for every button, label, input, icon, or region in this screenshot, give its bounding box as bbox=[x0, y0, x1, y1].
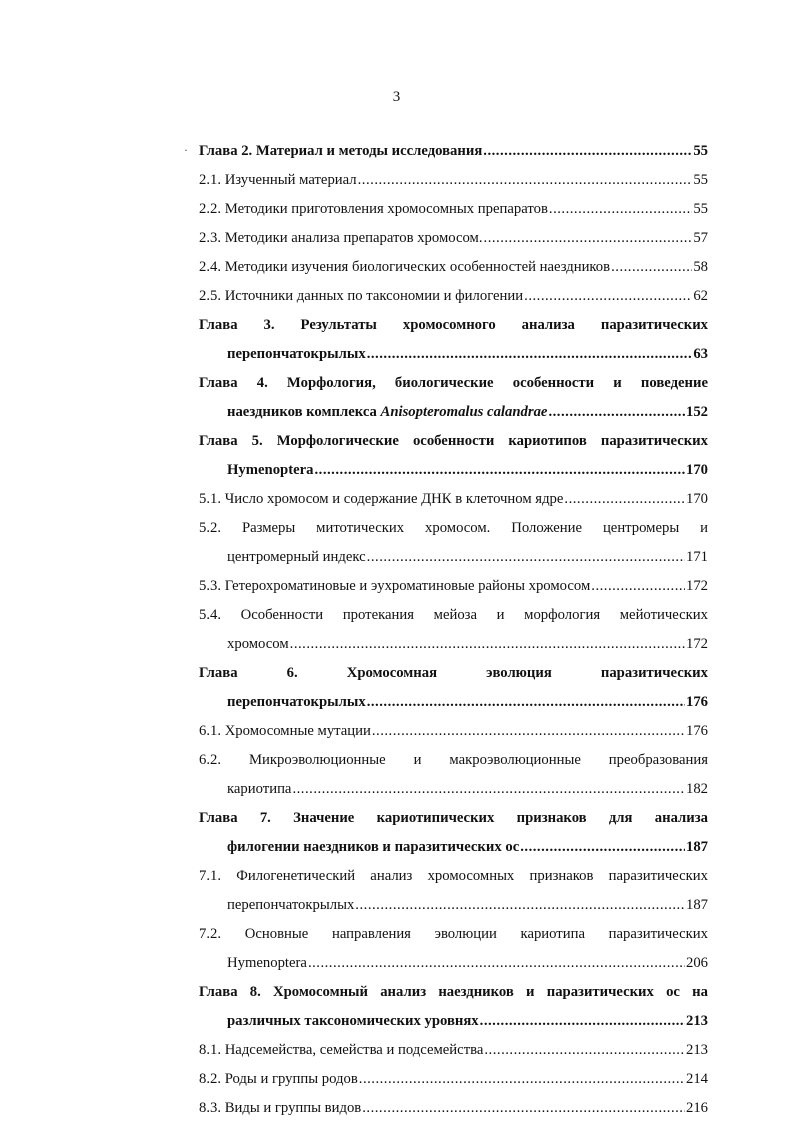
toc-entry-title: 8.1. Надсемейства, семейства и подсемейства bbox=[199, 1042, 484, 1058]
toc-section-2-2 bbox=[199, 195, 708, 224]
toc-entry-title-line1: Глава 3. Результаты хромосомного анализа паразитических bbox=[199, 317, 708, 333]
margin-mark: · bbox=[184, 143, 188, 157]
toc-entry-title: 8.2. Роды и группы родов bbox=[199, 1071, 358, 1087]
toc-entry-page: 213 bbox=[685, 1042, 708, 1058]
toc-entry-title-line1: 5.2. Размеры митотических хромосом. Положение центромеры и bbox=[199, 520, 708, 536]
toc-chapter-8 bbox=[199, 978, 708, 1007]
toc-section-5-2-cont bbox=[199, 543, 708, 572]
page-number: 3 bbox=[392, 89, 401, 105]
leader-dots bbox=[524, 282, 692, 311]
toc-entry-title-line2: Hymenoptera bbox=[227, 955, 307, 971]
toc-entry-title: 5.3. Гетерохроматиновые и эухроматиновые районы хромосом bbox=[199, 578, 591, 594]
toc-entry-title-line2: перепончатокрылых bbox=[227, 346, 366, 362]
toc-entry-page: 55 bbox=[693, 143, 708, 159]
leader-dots bbox=[358, 166, 693, 195]
toc-entry-page: 152 bbox=[685, 404, 708, 420]
toc-entry-title-line1: Глава 5. Морфологические особенности кариотипов паразитических bbox=[199, 433, 708, 449]
toc-entry-title-prefix: наездников комплекса bbox=[227, 404, 381, 420]
toc-entry-page: 55 bbox=[693, 172, 708, 188]
toc-section-6-2 bbox=[199, 746, 708, 775]
toc-entry-page: 176 bbox=[685, 694, 708, 710]
toc-entry-title-line2: хромосом bbox=[227, 636, 289, 652]
leader-dots bbox=[314, 456, 684, 485]
leader-dots bbox=[480, 1007, 685, 1036]
leader-dots bbox=[292, 775, 685, 804]
species-name: Anisopteromalus calandrae bbox=[380, 404, 548, 420]
toc-chapter-8-cont bbox=[199, 1007, 708, 1036]
leader-dots bbox=[484, 1036, 685, 1065]
table-of-contents bbox=[199, 137, 708, 1123]
toc-entry-title: 6.1. Хромосомные мутации bbox=[199, 723, 371, 739]
leader-dots bbox=[362, 1094, 685, 1123]
toc-entry-title: 2.4. Методики изучения биологических особенностей наездников bbox=[199, 259, 611, 275]
leader-dots bbox=[367, 340, 693, 369]
toc-chapter-3 bbox=[199, 311, 708, 340]
toc-section-6-2-cont bbox=[199, 775, 708, 804]
leader-dots bbox=[483, 137, 692, 166]
toc-section-5-2 bbox=[199, 514, 708, 543]
toc-chapter-5 bbox=[199, 427, 708, 456]
toc-section-8-1 bbox=[199, 1036, 708, 1065]
leader-dots bbox=[367, 688, 685, 717]
toc-section-2-3 bbox=[199, 224, 708, 253]
toc-entry-title-line2 bbox=[227, 398, 547, 427]
toc-entry-title: 8.3. Виды и группы видов bbox=[199, 1100, 362, 1116]
toc-section-2-5 bbox=[199, 282, 708, 311]
toc-entry-title-line1: Глава 7. Значение кариотипических признаков для анализа bbox=[199, 810, 708, 826]
toc-entry-title: 5.1. Число хромосом и содержание ДНК в клеточном ядре bbox=[199, 491, 564, 507]
leader-dots bbox=[372, 717, 685, 746]
toc-entry-page: 176 bbox=[685, 723, 708, 739]
toc-entry-page: 170 bbox=[685, 491, 708, 507]
toc-entry-page: 216 bbox=[685, 1100, 708, 1116]
toc-entry-page: 214 bbox=[685, 1071, 708, 1087]
toc-entry-page: 187 bbox=[685, 897, 708, 913]
toc-entry-page: 57 bbox=[693, 230, 708, 246]
toc-chapter-6 bbox=[199, 659, 708, 688]
leader-dots bbox=[359, 1065, 685, 1094]
toc-entry-title: 2.1. Изученный материал bbox=[199, 172, 357, 188]
toc-entry-title-line2: центромерный индекс bbox=[227, 549, 366, 565]
toc-section-5-3 bbox=[199, 572, 708, 601]
leader-dots bbox=[355, 891, 685, 920]
toc-entry-title-line2: различных таксономических уровнях bbox=[227, 1013, 479, 1029]
toc-chapter-3-cont bbox=[199, 340, 708, 369]
leader-dots bbox=[367, 543, 685, 572]
toc-entry-title-line1: 7.1. Филогенетический анализ хромосомных признаков паразитических bbox=[199, 868, 708, 884]
toc-chapter-2 bbox=[199, 137, 708, 166]
toc-entry-title: 2.3. Методики анализа препаратов хромосом. bbox=[199, 230, 483, 246]
toc-entry-page: 62 bbox=[693, 288, 708, 304]
toc-entry-page: 63 bbox=[693, 346, 708, 362]
toc-section-5-1 bbox=[199, 485, 708, 514]
toc-entry-title-line2: перепончатокрылых bbox=[227, 694, 366, 710]
toc-chapter-7-cont bbox=[199, 833, 708, 862]
toc-section-5-4 bbox=[199, 601, 708, 630]
toc-chapter-6-cont bbox=[199, 688, 708, 717]
toc-entry-title-line1: Глава 6. Хромосомная эволюция паразитических bbox=[199, 665, 708, 681]
toc-section-2-1 bbox=[199, 166, 708, 195]
toc-entry-page: 172 bbox=[685, 578, 708, 594]
toc-section-5-4-cont bbox=[199, 630, 708, 659]
toc-entry-title-line1: Глава 4. Морфология, биологические особенности и поведение bbox=[199, 375, 708, 391]
leader-dots bbox=[564, 485, 685, 514]
toc-entry-page: 187 bbox=[685, 839, 708, 855]
toc-entry-page: 182 bbox=[685, 781, 708, 797]
toc-entry-title: 2.2. Методики приготовления хромосомных препаратов bbox=[199, 201, 548, 217]
leader-dots bbox=[548, 398, 685, 427]
toc-chapter-4-cont bbox=[199, 398, 708, 427]
toc-entry-title-line2: филогении наездников и паразитических ос bbox=[227, 839, 520, 855]
toc-entry-title-line1: Глава 8. Хромосомный анализ наездников и паразитических ос на bbox=[199, 984, 708, 1000]
toc-chapter-4 bbox=[199, 369, 708, 398]
toc-entry-page: 213 bbox=[685, 1013, 708, 1029]
toc-entry-title-line1: 7.2. Основные направления эволюции кариотипа паразитических bbox=[199, 926, 708, 942]
leader-dots bbox=[290, 630, 685, 659]
toc-chapter-7 bbox=[199, 804, 708, 833]
toc-chapter-5-cont bbox=[199, 456, 708, 485]
toc-entry-title-line1: 6.2. Микроэволюционные и макроэволюционные преобразования bbox=[199, 752, 708, 768]
toc-entry-page: 58 bbox=[693, 259, 708, 275]
toc-entry-title: Глава 2. Материал и методы исследования bbox=[199, 143, 483, 159]
leader-dots bbox=[520, 833, 685, 862]
toc-entry-title-line1: 5.4. Особенности протекания мейоза и морфология мейотических bbox=[199, 607, 708, 623]
toc-section-2-4 bbox=[199, 253, 708, 282]
toc-entry-page: 171 bbox=[685, 549, 708, 565]
toc-entry-title-line2: Hymenoptera bbox=[227, 462, 314, 478]
toc-section-7-2-cont bbox=[199, 949, 708, 978]
toc-entry-page: 170 bbox=[685, 462, 708, 478]
toc-section-8-2 bbox=[199, 1065, 708, 1094]
toc-entry-title-line2: кариотипа bbox=[227, 781, 292, 797]
leader-dots bbox=[591, 572, 685, 601]
toc-entry-page: 172 bbox=[685, 636, 708, 652]
toc-section-7-2 bbox=[199, 920, 708, 949]
toc-section-8-3 bbox=[199, 1094, 708, 1123]
leader-dots bbox=[308, 949, 685, 978]
leader-dots bbox=[484, 224, 693, 253]
leader-dots bbox=[611, 253, 692, 282]
toc-section-6-1 bbox=[199, 717, 708, 746]
toc-section-7-1 bbox=[199, 862, 708, 891]
toc-entry-page: 55 bbox=[693, 201, 708, 217]
toc-section-7-1-cont bbox=[199, 891, 708, 920]
toc-entry-title: 2.5. Источники данных по таксономии и филогении bbox=[199, 288, 524, 304]
toc-entry-title-line2: перепончатокрылых bbox=[227, 897, 355, 913]
leader-dots bbox=[549, 195, 692, 224]
toc-entry-page: 206 bbox=[685, 955, 708, 971]
